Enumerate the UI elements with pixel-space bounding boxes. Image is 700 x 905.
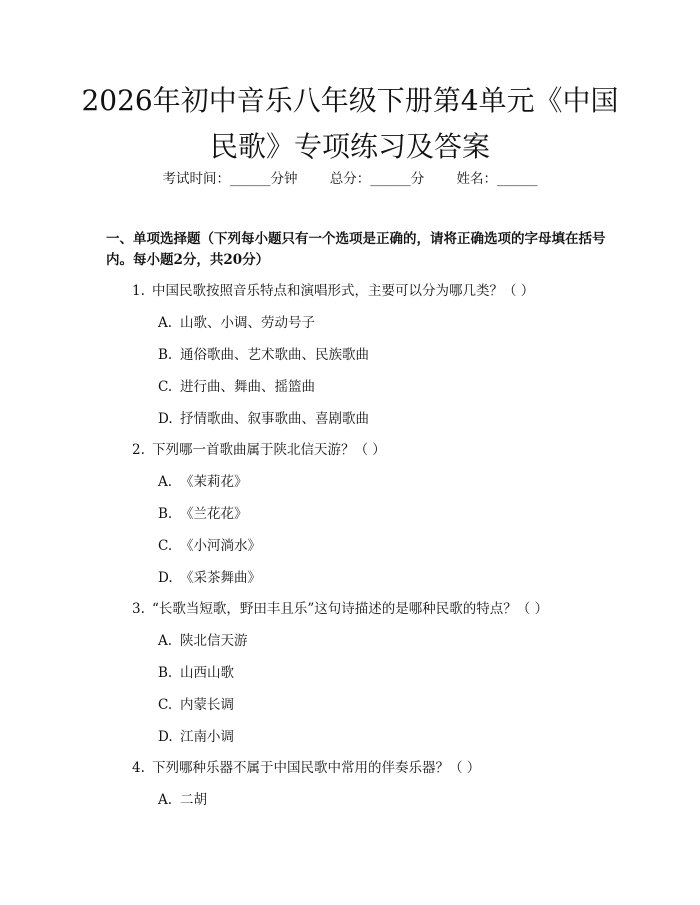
option-3a (158, 631, 578, 651)
question-4 (132, 758, 602, 778)
question-text: 下列哪种乐器不属于中国民歌中常用的伴奏乐器？（ ） (152, 760, 481, 776)
option-text: 《小河淌水》 (180, 538, 261, 554)
option-1a (158, 313, 578, 333)
option-text: 进行曲、舞曲、摇篮曲 (180, 379, 315, 395)
exam-score: 总分：______分 (329, 171, 425, 187)
option-2d (158, 568, 578, 588)
question-number: 3. (132, 601, 145, 617)
option-3b (158, 663, 578, 683)
option-text: 《茉莉花》 (180, 474, 248, 490)
question-number: 2. (132, 442, 145, 458)
option-letter: C. (158, 538, 173, 554)
option-2a (158, 472, 578, 492)
option-2c (158, 536, 578, 556)
exam-info (0, 169, 700, 189)
option-letter: B. (158, 506, 173, 522)
option-letter: D. (158, 411, 173, 427)
option-letter: A. (158, 633, 173, 649)
question-2 (132, 440, 602, 460)
option-text: 二胡 (180, 792, 207, 808)
option-letter: D. (158, 729, 173, 745)
option-2b (158, 504, 578, 524)
option-text: 抒情歌曲、叙事歌曲、喜剧歌曲 (180, 411, 369, 427)
option-1c (158, 377, 578, 397)
option-4a (158, 790, 578, 810)
option-letter: B. (158, 347, 173, 363)
option-letter: C. (158, 379, 173, 395)
option-1b (158, 345, 578, 365)
question-text: 下列哪一首歌曲属于陕北信天游？（ ） (152, 442, 386, 458)
option-text: 《兰花花》 (180, 506, 248, 522)
option-3d (158, 727, 578, 747)
option-letter: D. (158, 570, 173, 586)
question-number: 4. (132, 760, 145, 776)
option-text: 《采茶舞曲》 (180, 570, 261, 586)
exam-time: 考试时间：______分钟 (162, 171, 298, 187)
document-title (60, 78, 640, 170)
title-line-2: 民歌》专项练习及答案 (209, 130, 490, 163)
option-letter: A. (158, 315, 173, 331)
option-text: 江南小调 (180, 729, 234, 745)
question-text: 中国民歌按照音乐特点和演唱形式，主要可以分为哪几类？（ ） (152, 283, 535, 299)
option-text: 内蒙长调 (180, 697, 234, 713)
option-1d (158, 409, 578, 429)
exam-name: 姓名：______ (456, 171, 538, 187)
option-letter: B. (158, 665, 173, 681)
option-text: 通俗歌曲、艺术歌曲、民族歌曲 (180, 347, 369, 363)
question-number: 1. (132, 283, 145, 299)
option-text: 陕北信天游 (180, 633, 248, 649)
question-1 (132, 281, 602, 301)
section-heading: 一、单项选择题（下列每小题只有一个选项是正确的，请将正确选项的字母填在括号内。每小题2分，共20分） (106, 231, 606, 268)
option-letter: A. (158, 474, 173, 490)
question-text: “长歌当短歌，野田丰且乐”这句诗描述的是哪种民歌的特点？（ ） (152, 601, 549, 617)
option-3c (158, 695, 578, 715)
option-text: 山歌、小调、劳动号子 (180, 315, 315, 331)
question-3 (132, 599, 602, 619)
option-letter: A. (158, 792, 173, 808)
option-letter: C. (158, 697, 173, 713)
option-text: 山西山歌 (180, 665, 234, 681)
title-line-1: 2026年初中音乐八年级下册第4单元《中国 (81, 84, 619, 117)
